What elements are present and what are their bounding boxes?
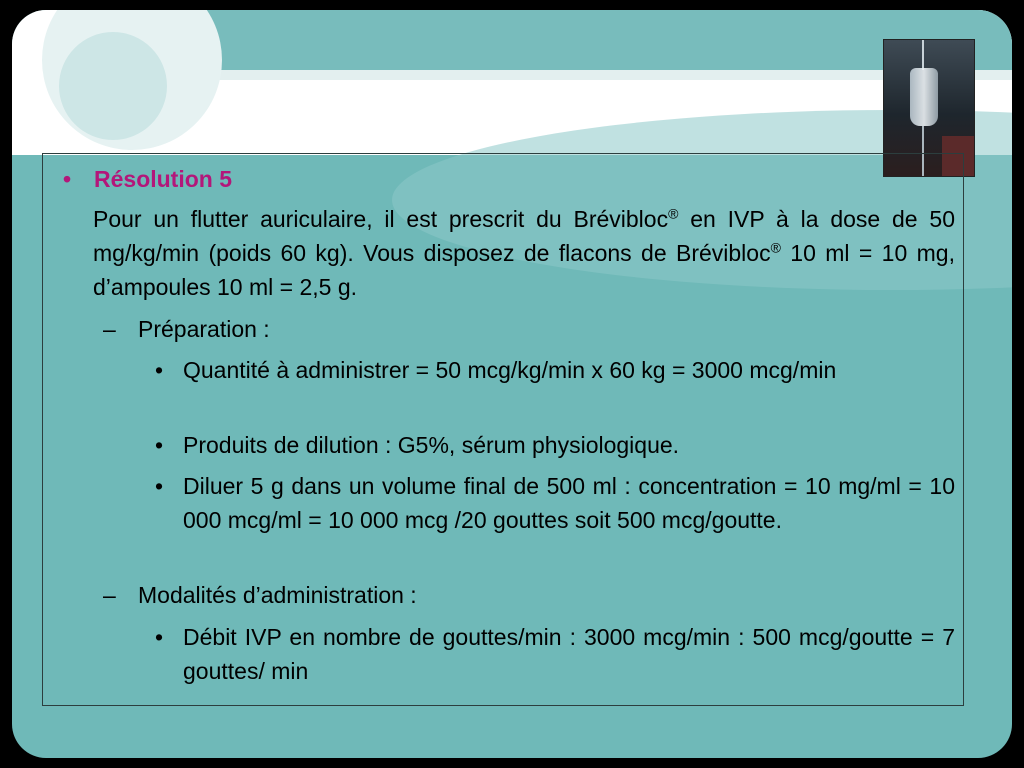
section-dash: –	[103, 316, 116, 342]
iv-bag	[910, 68, 938, 126]
header-teal-band	[112, 10, 1012, 70]
list-bullet: •	[155, 432, 164, 458]
header-strip	[112, 70, 1012, 80]
iv-hook	[922, 40, 924, 70]
list-item: Débit IVP en nombre de gouttes/min : 3000 mcg/min : 500 mcg/goutte = 7 gouttes/ min	[183, 624, 955, 684]
intro-text-1: Pour un flutter auriculaire, il est prescrit du Brévibloc	[93, 206, 669, 232]
list-item: Quantité à administrer = 50 mcg/kg/min x 60 kg = 3000 mcg/min	[183, 357, 837, 383]
registered-mark: ®	[770, 239, 781, 256]
list-bullet: •	[155, 357, 164, 383]
intro-text-2: en IVP à la dose de 50 mg/kg/min (poids 60 kg). Vous disposez de flacons de Brévibloc	[93, 206, 955, 266]
decor-circle-small	[59, 32, 167, 140]
intro-text-3: 10 ml = 10 mg, d’ampoules 10 ml = 2,5 g.	[93, 240, 955, 300]
list-item: Produits de dilution : G5%, sérum physiologique.	[183, 432, 680, 458]
list-bullet: •	[155, 624, 164, 650]
slide	[12, 10, 1012, 758]
list-bullet: •	[155, 473, 164, 499]
registered-mark: ®	[668, 205, 679, 222]
section-preparation-label: Préparation :	[138, 316, 270, 342]
content-box	[42, 153, 964, 706]
section-dash: –	[103, 582, 116, 608]
intro-paragraph	[93, 202, 955, 304]
list-item: Diluer 5 g dans un volume final de 500 ml : concentration = 10 mg/ml = 10 000 mcg/ml = 10 000 mcg /20 gouttes soit 500 mcg/goutte.	[183, 473, 955, 533]
title-bullet: •	[63, 166, 72, 192]
section-administration-label: Modalités d’administration :	[138, 582, 417, 608]
title-text: Résolution 5	[94, 166, 233, 192]
